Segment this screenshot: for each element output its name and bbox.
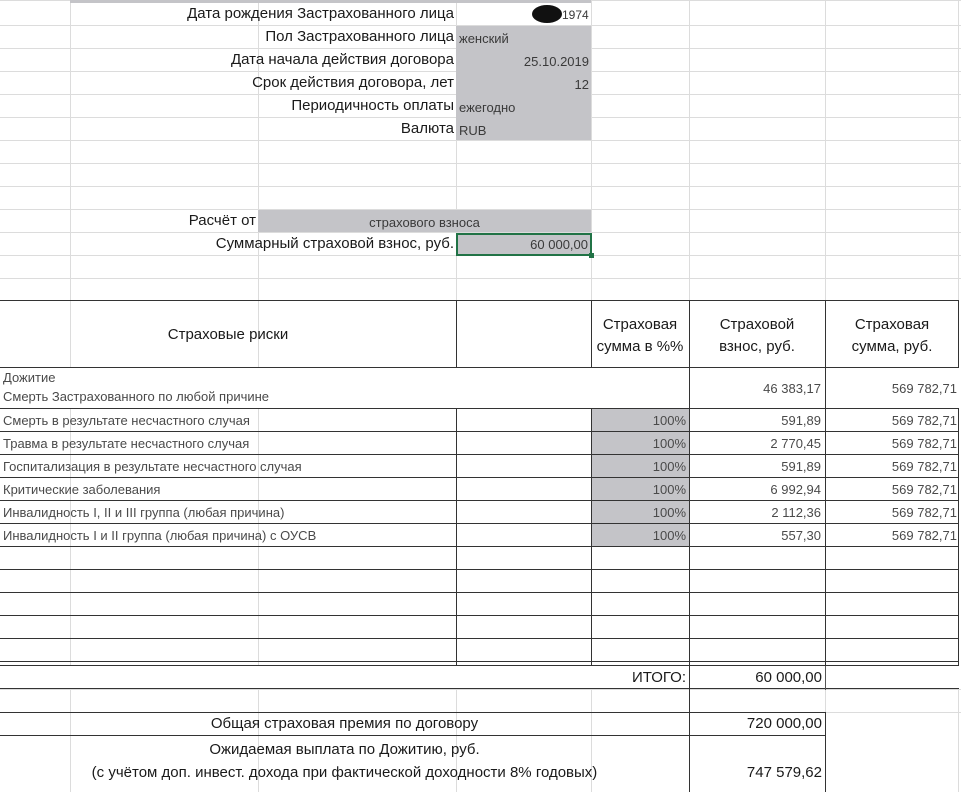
risk-premium: 557,30 xyxy=(781,528,821,543)
risk-name: Госпитализация в результате несчастного случая xyxy=(3,459,302,474)
frequency-label: Периодичность оплаты xyxy=(291,97,454,114)
total-value[interactable]: 60 000,00 xyxy=(755,669,822,686)
summary-premium-label: Общая страховая премия по договору xyxy=(210,715,479,732)
survival-sum: 569 782,71 xyxy=(891,381,957,396)
gender-label: Пол Застрахованного лица xyxy=(265,28,454,45)
risk-sum: 569 782,71 xyxy=(891,482,957,497)
birth-date-label: Дата рождения Застрахованного лица xyxy=(187,5,454,22)
risk-premium: 591,89 xyxy=(781,413,821,428)
risk-premium: 2 770,45 xyxy=(770,436,821,451)
risk-premium: 591,89 xyxy=(781,459,821,474)
header-risks: Страховые риски xyxy=(167,326,289,343)
risk-name: Инвалидность I, II и III группа (любая причина) xyxy=(3,505,285,520)
gender-value[interactable]: женский xyxy=(459,31,509,46)
summary-payout-value[interactable]: 747 579,62 xyxy=(746,764,822,781)
currency-value[interactable]: RUB xyxy=(459,123,487,138)
summary-premium-value[interactable]: 720 000,00 xyxy=(746,715,822,732)
birth-date-value[interactable]: 1974 xyxy=(562,8,589,22)
risk-name: Травма в результате несчастного случая xyxy=(3,436,250,451)
table-row[interactable] xyxy=(0,501,959,524)
total-label: ИТОГО: xyxy=(631,669,686,686)
total-row xyxy=(0,665,959,689)
risk-percent: 100% xyxy=(652,436,686,451)
calc-total-label: Суммарный страховой взнос, руб. xyxy=(215,235,454,252)
risk-name: Смерть в результате несчастного случая xyxy=(3,413,250,428)
table-row[interactable] xyxy=(0,478,959,501)
survival-premium: 46 383,17 xyxy=(763,381,821,396)
risk-sum: 569 782,71 xyxy=(891,436,957,451)
calc-total-value: 60 000,00 xyxy=(530,237,588,252)
term-value[interactable]: 12 xyxy=(574,77,589,92)
currency-label: Валюта xyxy=(400,120,454,137)
risk-sum: 569 782,71 xyxy=(891,413,957,428)
risk-name: Инвалидность I и II группа (любая причина) с ОУСВ xyxy=(3,528,317,543)
fill-handle[interactable] xyxy=(589,253,594,258)
risk-sum: 569 782,71 xyxy=(891,459,957,474)
risk-premium: 2 112,36 xyxy=(771,505,821,520)
risk-sum: 569 782,71 xyxy=(891,505,957,520)
risk-name: Критические заболевания xyxy=(3,482,161,497)
start-date-value[interactable]: 25.10.2019 xyxy=(523,54,589,69)
header-percent: Страховая сумма в %% xyxy=(596,316,684,355)
risk-percent: 100% xyxy=(652,482,686,497)
table-row[interactable] xyxy=(0,524,959,547)
term-label: Срок действия договора, лет xyxy=(252,74,454,91)
table-row[interactable] xyxy=(0,455,959,478)
header-premium: Страховой взнос, руб. xyxy=(719,316,795,355)
risk-sum: 569 782,71 xyxy=(891,528,957,543)
redaction-mark xyxy=(532,5,562,23)
calc-from-label: Расчёт от xyxy=(188,212,256,229)
summary-payout-line1: Ожидаемая выплата по Дожитию, руб. xyxy=(209,741,480,758)
start-date-label: Дата начала действия договора xyxy=(231,51,454,68)
table-row[interactable] xyxy=(0,432,959,455)
header-sum: Страховая сумма, руб. xyxy=(851,316,933,355)
survival-line2: Смерть Застрахованного по любой причине xyxy=(3,389,270,404)
survival-line1: Дожитие xyxy=(3,370,56,385)
table-row-survival[interactable] xyxy=(0,368,959,409)
risk-percent: 100% xyxy=(652,505,686,520)
risk-percent: 100% xyxy=(652,413,686,428)
risk-percent: 100% xyxy=(652,528,686,543)
risk-percent: 100% xyxy=(652,459,686,474)
table-row[interactable] xyxy=(0,409,959,432)
calc-from-value[interactable]: страхового взноса xyxy=(369,215,480,230)
risk-premium: 6 992,94 xyxy=(770,482,821,497)
header-strip xyxy=(70,0,591,3)
frequency-value[interactable]: ежегодно xyxy=(459,100,516,115)
summary-payout-line2: (с учётом доп. инвест. дохода при фактической доходности 8% годовых) xyxy=(91,764,598,781)
